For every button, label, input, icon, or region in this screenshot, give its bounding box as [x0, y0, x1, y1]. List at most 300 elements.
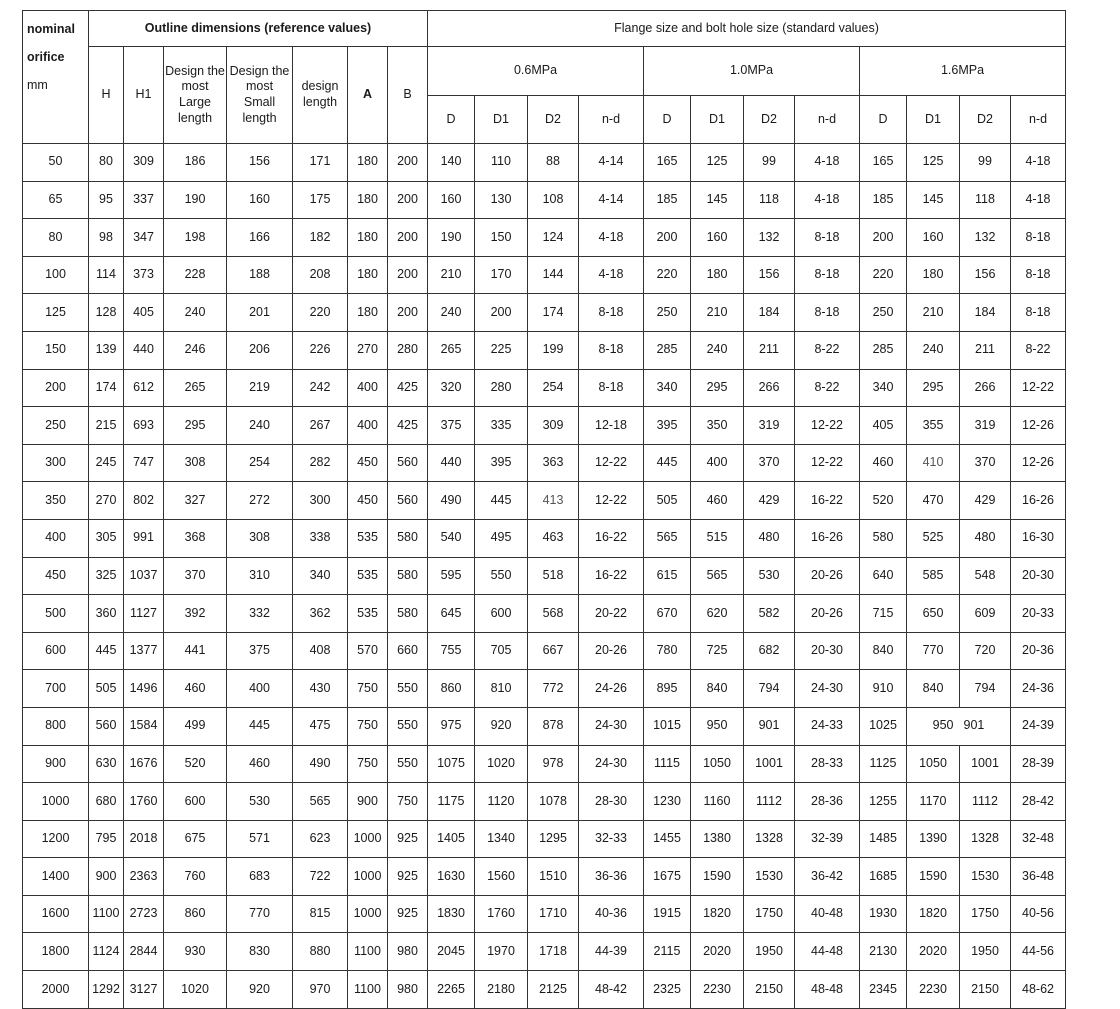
table-cell: 780 [644, 632, 691, 670]
table-cell: 1830 [428, 895, 475, 933]
table-cell: 266 [744, 369, 795, 407]
table-cell: 580 [388, 557, 428, 595]
small-line-4: length [242, 110, 277, 125]
table-cell: 160 [227, 181, 293, 219]
table-cell: 363 [528, 444, 579, 482]
table-cell: 8-18 [579, 369, 644, 407]
table-cell: 48-48 [795, 971, 860, 1009]
table-cell: 108 [528, 181, 579, 219]
table-cell: 280 [475, 369, 528, 407]
table-cell: 1000 [348, 820, 388, 858]
table-cell: 140 [428, 144, 475, 182]
table-cell: 309 [528, 407, 579, 445]
table-cell: 565 [293, 783, 348, 821]
table-cell: 1510 [528, 858, 579, 896]
table-cell: 623 [293, 820, 348, 858]
table-cell: 580 [860, 519, 907, 557]
table-cell: 114 [89, 256, 124, 294]
table-cell: 460 [227, 745, 293, 783]
table-row [23, 632, 1066, 670]
table-cell: 535 [348, 595, 388, 633]
table-cell: 460 [691, 482, 744, 520]
table-cell: 682 [744, 632, 795, 670]
table-cell: 28-42 [1011, 783, 1066, 821]
table-cell: 770 [907, 632, 960, 670]
table-cell: 308 [227, 519, 293, 557]
table-cell: 1000 [348, 858, 388, 896]
table-cell: 560 [388, 444, 428, 482]
table-cell: 40-56 [1011, 895, 1066, 933]
table-cell: 145 [691, 181, 744, 219]
table-cell: 350 [691, 407, 744, 445]
table-cell: 182 [293, 219, 348, 257]
table-cell: 1600 [23, 895, 89, 933]
table-cell: 550 [388, 707, 428, 745]
table-cell: 210 [428, 256, 475, 294]
table-cell: 1025 [860, 707, 907, 745]
table-cell: 180 [348, 181, 388, 219]
table-cell: 1295 [528, 820, 579, 858]
table-cell: 125 [907, 144, 960, 182]
table-cell: 810 [475, 670, 528, 708]
table-cell: 254 [528, 369, 579, 407]
table-cell: 392 [164, 595, 227, 633]
table-cell: 210 [907, 294, 960, 332]
table-cell: 1800 [23, 933, 89, 971]
table-cell: 350 [23, 482, 89, 520]
table-cell: 24-30 [579, 745, 644, 783]
table-cell: 240 [907, 331, 960, 369]
table-row [23, 971, 1066, 1009]
table-cell: 2325 [644, 971, 691, 1009]
table-cell: 250 [23, 407, 89, 445]
table-cell: 198 [164, 219, 227, 257]
col-large-length-header [164, 47, 227, 144]
table-cell: 1015 [644, 707, 691, 745]
table-cell: 500 [23, 595, 89, 633]
table-cell: 750 [348, 670, 388, 708]
table-cell: 118 [960, 181, 1011, 219]
table-cell: 12-18 [579, 407, 644, 445]
table-cell: 132 [744, 219, 795, 257]
table-cell: 245 [89, 444, 124, 482]
table-cell: 1915 [644, 895, 691, 933]
table-cell: 24-26 [579, 670, 644, 708]
table-cell: 1950 [744, 933, 795, 971]
table-cell: 1377 [124, 632, 164, 670]
table-cell: 180 [348, 144, 388, 182]
table-cell: 156 [960, 256, 1011, 294]
table-cell: 580 [388, 519, 428, 557]
table-row [23, 369, 1066, 407]
table-cell: 1950 [960, 933, 1011, 971]
table-cell: 571 [227, 820, 293, 858]
sub-col-d: D [860, 96, 907, 144]
table-cell: 978 [528, 745, 579, 783]
table-cell: 308 [164, 444, 227, 482]
table-cell: 490 [293, 745, 348, 783]
table-cell: 1050 [907, 745, 960, 783]
table-cell: 2723 [124, 895, 164, 933]
table-cell: 170 [475, 256, 528, 294]
sub-col-d1: D1 [691, 96, 744, 144]
table-cell: 12-22 [1011, 369, 1066, 407]
table-cell: 1075 [428, 745, 475, 783]
table-cell: 362 [293, 595, 348, 633]
table-cell: 110 [475, 144, 528, 182]
table-cell: 802 [124, 482, 164, 520]
col-design-length-header [293, 47, 348, 144]
table-cell: 755 [428, 632, 475, 670]
table-cell: 206 [227, 331, 293, 369]
table-cell: 1124 [89, 933, 124, 971]
table-cell: 930 [164, 933, 227, 971]
table-cell: 760 [164, 858, 227, 896]
table-cell: 185 [644, 181, 691, 219]
table-cell: 1584 [124, 707, 164, 745]
table-cell: 266 [960, 369, 1011, 407]
flange-size-header: Flange size and bolt hole size (standard values) [428, 11, 1066, 47]
sub-col-d: D [644, 96, 691, 144]
table-cell: 250 [860, 294, 907, 332]
table-cell: 32-48 [1011, 820, 1066, 858]
table-cell: 8-18 [795, 219, 860, 257]
table-cell: 272 [227, 482, 293, 520]
table-cell: 772 [528, 670, 579, 708]
table-cell: 200 [475, 294, 528, 332]
table-cell: 400 [348, 407, 388, 445]
table-cell: 295 [691, 369, 744, 407]
table-cell: 24-33 [795, 707, 860, 745]
table-cell: 950 [691, 707, 744, 745]
sub-col-d2: D2 [528, 96, 579, 144]
table-cell: 8-18 [579, 294, 644, 332]
table-cell: 12-22 [795, 407, 860, 445]
table-cell: 1000 [348, 895, 388, 933]
table-cell: 8-18 [579, 331, 644, 369]
table-cell: 640 [860, 557, 907, 595]
table-cell: 925 [388, 858, 428, 896]
table-cell: 425 [388, 369, 428, 407]
table-cell: 1760 [475, 895, 528, 933]
table-cell: 320 [428, 369, 475, 407]
table-cell: 1292 [89, 971, 124, 1009]
table-row [23, 407, 1066, 445]
table-cell: 200 [388, 256, 428, 294]
table-cell: 720 [960, 632, 1011, 670]
table-cell: 518 [528, 557, 579, 595]
table-cell: 1020 [164, 971, 227, 1009]
table-cell: 585 [907, 557, 960, 595]
table-cell: 20-36 [1011, 632, 1066, 670]
table-cell: 440 [124, 331, 164, 369]
table-cell: 184 [960, 294, 1011, 332]
table-cell: 400 [227, 670, 293, 708]
table-cell: 1328 [744, 820, 795, 858]
table-cell: 200 [388, 294, 428, 332]
table-cell: 1100 [89, 895, 124, 933]
table-cell: 20-30 [795, 632, 860, 670]
table-cell: 794 [744, 670, 795, 708]
table-cell: 1000 [23, 783, 89, 821]
table-cell: 40-48 [795, 895, 860, 933]
table-cell: 408 [293, 632, 348, 670]
table-cell: 1676 [124, 745, 164, 783]
table-cell: 470 [907, 482, 960, 520]
table-cell: 373 [124, 256, 164, 294]
table-cell: 1405 [428, 820, 475, 858]
table-cell: 405 [124, 294, 164, 332]
table-cell: 24-30 [795, 670, 860, 708]
table-cell: 337 [124, 181, 164, 219]
table-cell: 441 [164, 632, 227, 670]
table-cell: 300 [23, 444, 89, 482]
table-cell: 48-42 [579, 971, 644, 1009]
table-cell-value: 901 [963, 718, 985, 733]
small-line-3: Small [243, 95, 276, 109]
table-cell: 28-33 [795, 745, 860, 783]
table-cell: 505 [89, 670, 124, 708]
table-row [23, 444, 1066, 482]
table-cell: 220 [293, 294, 348, 332]
table-cell: 4-14 [579, 144, 644, 182]
table-cell: 166 [227, 219, 293, 257]
table-cell: 860 [428, 670, 475, 708]
table-cell: 8-18 [795, 294, 860, 332]
table-cell: 1820 [907, 895, 960, 933]
table-cell: 840 [691, 670, 744, 708]
table-cell: 44-56 [1011, 933, 1066, 971]
table-cell: 650 [907, 595, 960, 633]
table-cell: 270 [348, 331, 388, 369]
table-cell: 4-18 [795, 144, 860, 182]
table-cell: 200 [388, 181, 428, 219]
table-cell: 210 [691, 294, 744, 332]
small-line-1: Design the [229, 63, 290, 78]
table-cell: 24-36 [1011, 670, 1066, 708]
table-cell: 226 [293, 331, 348, 369]
large-line-2: most [181, 79, 209, 94]
table-cell: 600 [23, 632, 89, 670]
design-line-1: design [301, 79, 339, 94]
table-cell: 667 [528, 632, 579, 670]
table-cell: 400 [23, 519, 89, 557]
design-line-2: length [302, 95, 338, 109]
table-cell: 36-48 [1011, 858, 1066, 896]
table-cell: 225 [475, 331, 528, 369]
table-cell: 612 [124, 369, 164, 407]
table-cell: 715 [860, 595, 907, 633]
table-cell: 160 [907, 219, 960, 257]
table-cell: 901 [744, 707, 795, 745]
table-cell: 460 [860, 444, 907, 482]
table-cell: 1560 [475, 858, 528, 896]
table-cell: 16-22 [579, 519, 644, 557]
table-cell: 920 [227, 971, 293, 1009]
table-row [23, 557, 1066, 595]
table-cell: 375 [428, 407, 475, 445]
table-cell: 515 [691, 519, 744, 557]
table-cell: 900 [348, 783, 388, 821]
table-cell: 2045 [428, 933, 475, 971]
table-row [23, 783, 1066, 821]
table-cell: 1400 [23, 858, 89, 896]
table-cell: 1685 [860, 858, 907, 896]
table-cell: 725 [691, 632, 744, 670]
table-cell: 360 [89, 595, 124, 633]
table-cell: 445 [475, 482, 528, 520]
table-cell: 609 [960, 595, 1011, 633]
table-cell: 36-42 [795, 858, 860, 896]
table-cell: 2180 [475, 971, 528, 1009]
table-cell: 440 [428, 444, 475, 482]
table-cell: 184 [744, 294, 795, 332]
table-cell: 12-22 [579, 482, 644, 520]
table-cell: 3127 [124, 971, 164, 1009]
table-cell: 1170 [907, 783, 960, 821]
small-line-2: most [245, 79, 274, 94]
table-cell: 460 [164, 670, 227, 708]
table-cell: 1630 [428, 858, 475, 896]
table-row [23, 219, 1066, 257]
table-cell: 693 [124, 407, 164, 445]
table-cell: 1380 [691, 820, 744, 858]
table-cell: 8-22 [795, 369, 860, 407]
sub-col-d: D [428, 96, 475, 144]
table-cell: 325 [89, 557, 124, 595]
table-cell: 445 [89, 632, 124, 670]
table-cell: 375 [227, 632, 293, 670]
pressure-header-1-0: 1.0MPa [644, 47, 860, 96]
table-cell: 265 [164, 369, 227, 407]
table-cell: 95 [89, 181, 124, 219]
table-cell: 747 [124, 444, 164, 482]
table-cell: 12-22 [795, 444, 860, 482]
table-cell: 180 [691, 256, 744, 294]
table-cell: 8-18 [795, 256, 860, 294]
table-cell: 282 [293, 444, 348, 482]
sub-col-d2: D2 [744, 96, 795, 144]
table-cell: 2265 [428, 971, 475, 1009]
table-cell: 265 [428, 331, 475, 369]
table-cell: 267 [293, 407, 348, 445]
table-row [23, 331, 1066, 369]
table-row [23, 820, 1066, 858]
table-cell: 319 [960, 407, 1011, 445]
table-cell: 300 [293, 482, 348, 520]
table-cell: 20-26 [795, 557, 860, 595]
table-cell: 2000 [23, 971, 89, 1009]
table-cell: 2230 [691, 971, 744, 1009]
table-cell: 568 [528, 595, 579, 633]
table-cell: 1200 [23, 820, 89, 858]
table-cell: 1115 [644, 745, 691, 783]
table-cell: 645 [428, 595, 475, 633]
table-cell: 480 [744, 519, 795, 557]
table-row [23, 294, 1066, 332]
table-cell: 450 [348, 444, 388, 482]
table-cell: 144 [528, 256, 579, 294]
table-cell: 370 [744, 444, 795, 482]
table-cell: 570 [348, 632, 388, 670]
table-cell: 24-30 [579, 707, 644, 745]
table-cell: 550 [388, 745, 428, 783]
table-cell: 910 [860, 670, 907, 708]
table-cell: 490 [428, 482, 475, 520]
table-cell: 185 [860, 181, 907, 219]
table-cell: 2150 [960, 971, 1011, 1009]
table-cell: 24-39 [1011, 707, 1066, 745]
spec-table-container [22, 10, 1066, 1009]
table-cell: 347 [124, 219, 164, 257]
table-cell: 425 [388, 407, 428, 445]
table-cell: 565 [691, 557, 744, 595]
table-cell: 4-18 [579, 256, 644, 294]
table-cell: 285 [860, 331, 907, 369]
table-cell: 99 [744, 144, 795, 182]
table-cell: 880 [293, 933, 348, 971]
table-cell: 125 [23, 294, 89, 332]
table-row [23, 482, 1066, 520]
table-cell: 270 [89, 482, 124, 520]
table-cell: 560 [89, 707, 124, 745]
table-cell: 878 [528, 707, 579, 745]
table-cell: 16-26 [1011, 482, 1066, 520]
table-cell: 340 [860, 369, 907, 407]
large-line-1: Design the [165, 63, 225, 78]
table-cell: 150 [475, 219, 528, 257]
sub-col-nd: n-d [1011, 96, 1066, 144]
table-cell: 4-18 [579, 219, 644, 257]
table-cell: 530 [227, 783, 293, 821]
table-cell: 550 [475, 557, 528, 595]
table-cell: 1390 [907, 820, 960, 858]
table-cell: 1050 [691, 745, 744, 783]
table-cell: 410 [907, 444, 960, 482]
table-cell: 525 [907, 519, 960, 557]
table-cell: 1590 [907, 858, 960, 896]
table-cell: 795 [89, 820, 124, 858]
table-cell: 750 [348, 707, 388, 745]
table-cell: 199 [528, 331, 579, 369]
table-cell: 340 [644, 369, 691, 407]
table-cell: 1485 [860, 820, 907, 858]
table-cell: 16-22 [795, 482, 860, 520]
table-cell: 295 [907, 369, 960, 407]
table-cell: 16-22 [579, 557, 644, 595]
table-cell: 405 [860, 407, 907, 445]
col-b-header: B [388, 47, 428, 144]
table-cell: 991 [124, 519, 164, 557]
sub-col-d2: D2 [960, 96, 1011, 144]
table-cell: 200 [388, 144, 428, 182]
table-cell: 340 [293, 557, 348, 595]
table-cell: 355 [907, 407, 960, 445]
table-cell: 180 [348, 256, 388, 294]
table-cell: 535 [348, 519, 388, 557]
table-cell: 200 [644, 219, 691, 257]
table-cell: 36-36 [579, 858, 644, 896]
table-cell: 475 [293, 707, 348, 745]
table-cell: 1590 [691, 858, 744, 896]
table-cell: 675 [164, 820, 227, 858]
table-cell: 4-14 [579, 181, 644, 219]
table-cell: 595 [428, 557, 475, 595]
table-cell: 2230 [907, 971, 960, 1009]
table-cell: 180 [348, 294, 388, 332]
table-cell: 32-39 [795, 820, 860, 858]
table-cell: 88 [528, 144, 579, 182]
